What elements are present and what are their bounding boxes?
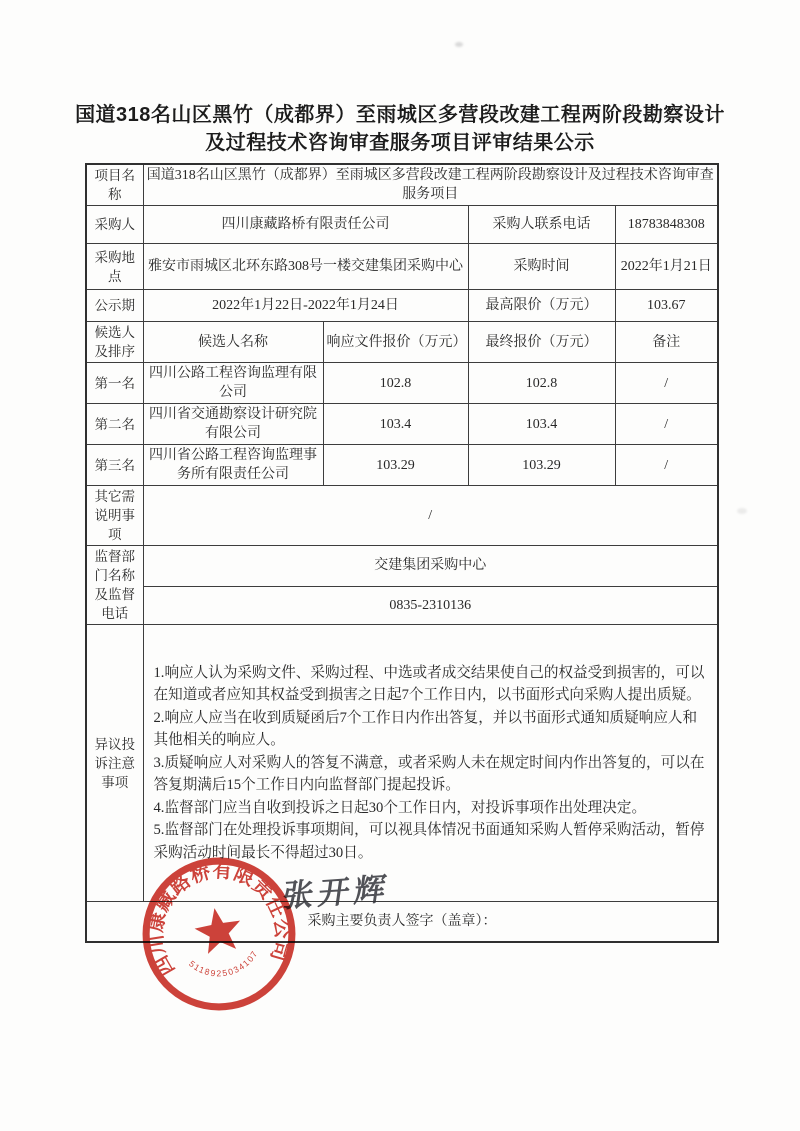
candidate-name: 四川公路工程咨询监理有限公司 [143,363,323,404]
publicity-row [86,290,718,322]
other-notes-value: / [143,486,718,546]
svg-text:5118925034107 [186,947,263,984]
candidate-bid: 103.29 [323,445,468,486]
signature-label: 采购主要负责人签字（盖章）： [86,902,718,942]
document-title [0,101,800,157]
candidate-final: 102.8 [468,363,615,404]
purchaser-phone-value: 18783848308 [615,206,718,244]
title-line-1: 国道318名山区黑竹（成都界）至雨城区多营段改建工程两阶段勘察设计 [75,104,725,126]
project-name-value: 国道318名山区黑竹（成都界）至雨城区多营段改建工程两阶段勘察设计及过程技术咨询审查服务项目 [143,164,718,206]
candidate-bid: 102.8 [323,363,468,404]
candidate-name: 四川省公路工程咨询监理事务所有限责任公司 [143,445,323,486]
remark-header: 备注 [615,322,718,363]
final-price-header: 最终报价（万元） [468,322,615,363]
location-label: 采购地点 [86,244,143,290]
candidate-row-2 [86,404,718,445]
company-seal-stamp [125,840,313,1028]
candidate-row-3 [86,445,718,486]
candidate-remark: / [615,404,718,445]
supervision-dept-value: 交建集团采购中心 [143,546,718,587]
objection-item-1: 1.响应人认为采购文件、采购过程、中选或者成交结果使自己的权益受到损害的，可以在知道或者应知其权益受到损害之日起7个工作日内，以书面形式向采购人提出质疑。 [153,664,705,704]
max-price-label: 最高限价（万元） [468,290,615,322]
objection-items [147,662,715,865]
purchaser-label: 采购人 [86,206,143,244]
candidate-final: 103.4 [468,404,615,445]
candidate-name-header: 候选人名称 [143,322,323,363]
project-name-row [86,164,718,206]
candidate-row-1 [86,363,718,404]
max-price-value: 103.67 [615,290,718,322]
purchaser-phone-label: 采购人联系电话 [468,206,615,244]
bid-header: 响应文件报价（万元） [323,322,468,363]
seal-company-name: 四川康藏路桥有限责任公司 [144,859,294,980]
other-notes-label: 其它需说明事项 [86,486,143,546]
publicity-label: 公示期 [86,290,143,322]
supervision-label: 监督部门名称及监督电话 [86,546,143,625]
purchase-time-label: 采购时间 [468,244,615,290]
other-notes-row [86,486,718,546]
candidate-final: 103.29 [468,445,615,486]
objection-label: 异议投诉注意事项 [86,625,143,902]
location-row [86,244,718,290]
location-value: 雅安市雨城区北环东路308号一楼交建集团采购中心 [143,244,468,290]
objection-item-2: 2.响应人应当在收到质疑函后7个工作日内作出答复，并以书面形式通知质疑响应人和其他相关的响应人。 [153,709,698,749]
supervision-phone-row [86,586,718,624]
candidates-header-row [86,322,718,363]
candidate-rank: 第二名 [86,404,143,445]
handwritten-signature: 张开辉 [280,871,393,916]
candidate-rank: 第一名 [86,363,143,404]
purchaser-row [86,206,718,244]
candidate-bid: 103.4 [323,404,468,445]
objection-item-5: 5.监督部门在处理投诉事项期间，可以视具体情况书面通知采购人暂停采购活动，暂停采购活动时间最长不得超过30日。 [153,822,705,861]
candidate-remark: / [615,363,718,404]
candidate-remark: / [615,445,718,486]
scan-artifact [455,42,463,47]
candidate-name: 四川省交通勘察设计研究院有限公司 [143,404,323,445]
scan-artifact [737,508,747,514]
purchase-time-value: 2022年1月21日 [615,244,718,290]
objection-item-3: 3.质疑响应人对采购人的答复不满意，或者采购人未在规定时间内作出答复的，可以在答复期满后15个工作日内向监督部门提起投诉。 [153,754,705,794]
title-line-2: 及过程技术咨询审查服务项目评审结果公示 [205,132,595,154]
seal-star-icon [192,904,245,955]
objection-item-4: 4.监督部门应当自收到投诉之日起30个工作日内，对投诉事项作出处理决定。 [153,799,647,816]
supervision-phone-value: 0835-2310136 [143,586,718,624]
result-table [85,163,719,943]
purchaser-value: 四川康藏路桥有限责任公司 [143,206,468,244]
project-name-label: 项目名称 [86,164,143,206]
supervision-dept-row [86,546,718,587]
publicity-value: 2022年1月22日-2022年1月24日 [143,290,468,322]
seal-code: 5118925034107 [187,948,260,979]
rank-header: 候选人及排序 [86,322,143,363]
candidate-rank: 第三名 [86,445,143,486]
